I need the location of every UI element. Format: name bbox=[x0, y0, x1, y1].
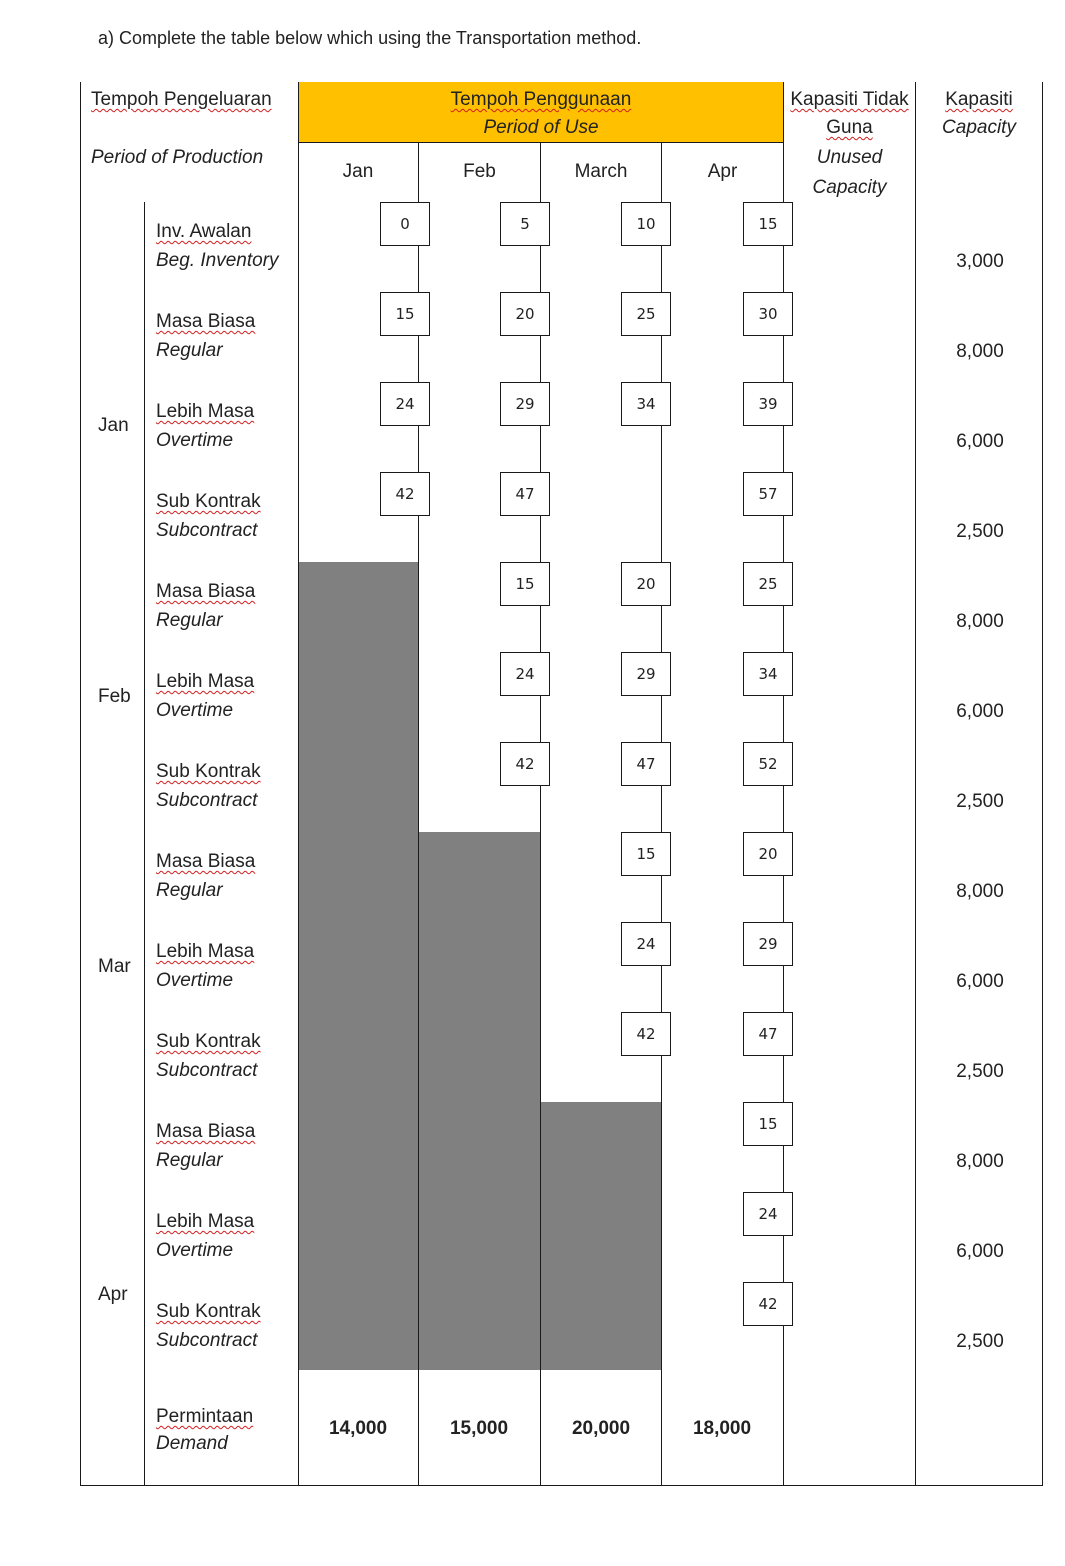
demand-march: 20,000 bbox=[571, 1418, 631, 1439]
capacity-value: 2,500 bbox=[956, 1331, 1004, 1352]
unused-header-en-2: Capacity bbox=[812, 177, 887, 198]
unit-cost-box: 30 bbox=[743, 292, 793, 336]
capacity-header-en: Capacity bbox=[942, 117, 1016, 138]
row-label-ms: Lebih Masa bbox=[156, 401, 255, 422]
unit-cost-box: 47 bbox=[743, 1012, 793, 1056]
unit-cost-box: 15 bbox=[380, 292, 430, 336]
unit-cost-box: 34 bbox=[743, 652, 793, 696]
row-label-en: Regular bbox=[156, 340, 223, 361]
capacity-value: 6,000 bbox=[956, 1241, 1004, 1262]
row-label-ms: Lebih Masa bbox=[156, 1211, 255, 1232]
row-label-en: Subcontract bbox=[156, 1330, 258, 1351]
grid-line bbox=[915, 82, 916, 1485]
capacity-value: 8,000 bbox=[956, 1151, 1004, 1172]
capacity-value: 3,000 bbox=[956, 251, 1004, 272]
unit-cost-box: 20 bbox=[743, 832, 793, 876]
capacity-value: 8,000 bbox=[956, 611, 1004, 632]
demand-feb: 15,000 bbox=[449, 1418, 509, 1439]
unit-cost-box: 42 bbox=[743, 1282, 793, 1326]
grid-line bbox=[80, 82, 81, 1485]
month-header-apr: Apr bbox=[707, 161, 738, 182]
unit-cost-box: 24 bbox=[500, 652, 550, 696]
unit-cost-box: 24 bbox=[380, 382, 430, 426]
period-label-apr: Apr bbox=[98, 1284, 128, 1305]
unit-cost-box: 5 bbox=[500, 202, 550, 246]
unit-cost-box: 52 bbox=[743, 742, 793, 786]
capacity-value: 6,000 bbox=[956, 701, 1004, 722]
row-label-ms: Masa Biasa bbox=[156, 581, 256, 602]
unit-cost-box: 20 bbox=[500, 292, 550, 336]
unit-cost-box: 10 bbox=[621, 202, 671, 246]
demand-jan: 14,000 bbox=[328, 1418, 388, 1439]
row-label-en: Overtime bbox=[156, 1240, 234, 1261]
blocked-cells-jan bbox=[298, 562, 419, 1370]
row-label-ms: Sub Kontrak bbox=[156, 1301, 261, 1322]
unit-cost-box: 15 bbox=[743, 202, 793, 246]
row-label-en: Subcontract bbox=[156, 520, 258, 541]
grid-line bbox=[540, 142, 541, 1485]
blocked-cells-feb bbox=[419, 832, 541, 1370]
row-label-en: Regular bbox=[156, 880, 223, 901]
unused-header-en-1: Unused bbox=[816, 147, 883, 168]
unit-cost-box: 0 bbox=[380, 202, 430, 246]
unit-cost-box: 29 bbox=[500, 382, 550, 426]
unit-cost-box: 39 bbox=[743, 382, 793, 426]
row-label-ms: Masa Biasa bbox=[156, 311, 256, 332]
grid-line bbox=[661, 142, 662, 1485]
unit-cost-box: 24 bbox=[621, 922, 671, 966]
unit-cost-box: 47 bbox=[500, 472, 550, 516]
use-header-en: Period of Use bbox=[483, 117, 599, 138]
capacity-header-ms: Kapasiti bbox=[945, 89, 1013, 110]
unit-cost-box: 29 bbox=[743, 922, 793, 966]
row-label-en: Subcontract bbox=[156, 1060, 258, 1081]
row-label-ms: Masa Biasa bbox=[156, 851, 256, 872]
capacity-value: 2,500 bbox=[956, 521, 1004, 542]
capacity-value: 6,000 bbox=[956, 971, 1004, 992]
capacity-value: 6,000 bbox=[956, 431, 1004, 452]
production-header-ms: Tempoh Pengeluaran bbox=[91, 89, 272, 110]
demand-label-ms: Permintaan bbox=[156, 1406, 254, 1427]
month-header-jan: Jan bbox=[342, 161, 374, 182]
unit-cost-box: 57 bbox=[743, 472, 793, 516]
unit-cost-box: 15 bbox=[621, 832, 671, 876]
unused-header-ms-2: Guna bbox=[826, 117, 873, 138]
grid-line bbox=[1042, 82, 1043, 1485]
demand-label-en: Demand bbox=[156, 1433, 228, 1454]
period-label-feb: Feb bbox=[98, 686, 131, 707]
instruction-text: a) Complete the table below which using the Transportation method. bbox=[98, 28, 642, 48]
unit-cost-box: 34 bbox=[621, 382, 671, 426]
unit-cost-box: 25 bbox=[743, 562, 793, 606]
unit-cost-box: 42 bbox=[621, 1012, 671, 1056]
grid-line bbox=[80, 1485, 1043, 1486]
unit-cost-box: 15 bbox=[743, 1102, 793, 1146]
unit-cost-box: 20 bbox=[621, 562, 671, 606]
row-label-ms: Inv. Awalan bbox=[156, 221, 252, 242]
month-header-march: March bbox=[574, 161, 628, 182]
period-label-jan: Jan bbox=[98, 415, 129, 436]
unit-cost-box: 42 bbox=[500, 742, 550, 786]
row-label-en: Regular bbox=[156, 1150, 223, 1171]
row-label-ms: Sub Kontrak bbox=[156, 1031, 261, 1052]
row-label-ms: Masa Biasa bbox=[156, 1121, 256, 1142]
capacity-value: 2,500 bbox=[956, 1061, 1004, 1082]
row-label-en: Overtime bbox=[156, 970, 234, 991]
row-label-en: Overtime bbox=[156, 700, 234, 721]
capacity-value: 2,500 bbox=[956, 791, 1004, 812]
period-label-mar: Mar bbox=[98, 956, 131, 977]
capacity-value: 8,000 bbox=[956, 341, 1004, 362]
capacity-value: 8,000 bbox=[956, 881, 1004, 902]
row-label-ms: Sub Kontrak bbox=[156, 761, 261, 782]
unused-header-ms-1: Kapasiti Tidak bbox=[790, 89, 909, 110]
production-header-en: Period of Production bbox=[91, 147, 264, 168]
grid-line bbox=[298, 142, 784, 143]
use-header-ms: Tempoh Penggunaan bbox=[450, 89, 632, 110]
unit-cost-box: 29 bbox=[621, 652, 671, 696]
row-label-ms: Lebih Masa bbox=[156, 941, 255, 962]
grid-line bbox=[298, 82, 299, 1485]
demand-apr: 18,000 bbox=[692, 1418, 752, 1439]
unit-cost-box: 25 bbox=[621, 292, 671, 336]
row-label-en: Subcontract bbox=[156, 790, 258, 811]
grid-line bbox=[418, 142, 419, 1485]
row-label-en: Overtime bbox=[156, 430, 234, 451]
unit-cost-box: 42 bbox=[380, 472, 430, 516]
row-label-en: Regular bbox=[156, 610, 223, 631]
row-label-en: Beg. Inventory bbox=[156, 250, 279, 271]
month-header-feb: Feb bbox=[463, 161, 496, 182]
unit-cost-box: 24 bbox=[743, 1192, 793, 1236]
grid-line bbox=[144, 202, 145, 1485]
row-label-ms: Lebih Masa bbox=[156, 671, 255, 692]
unit-cost-box: 47 bbox=[621, 742, 671, 786]
row-label-ms: Sub Kontrak bbox=[156, 491, 261, 512]
blocked-cells-march bbox=[541, 1102, 662, 1370]
unit-cost-box: 15 bbox=[500, 562, 550, 606]
